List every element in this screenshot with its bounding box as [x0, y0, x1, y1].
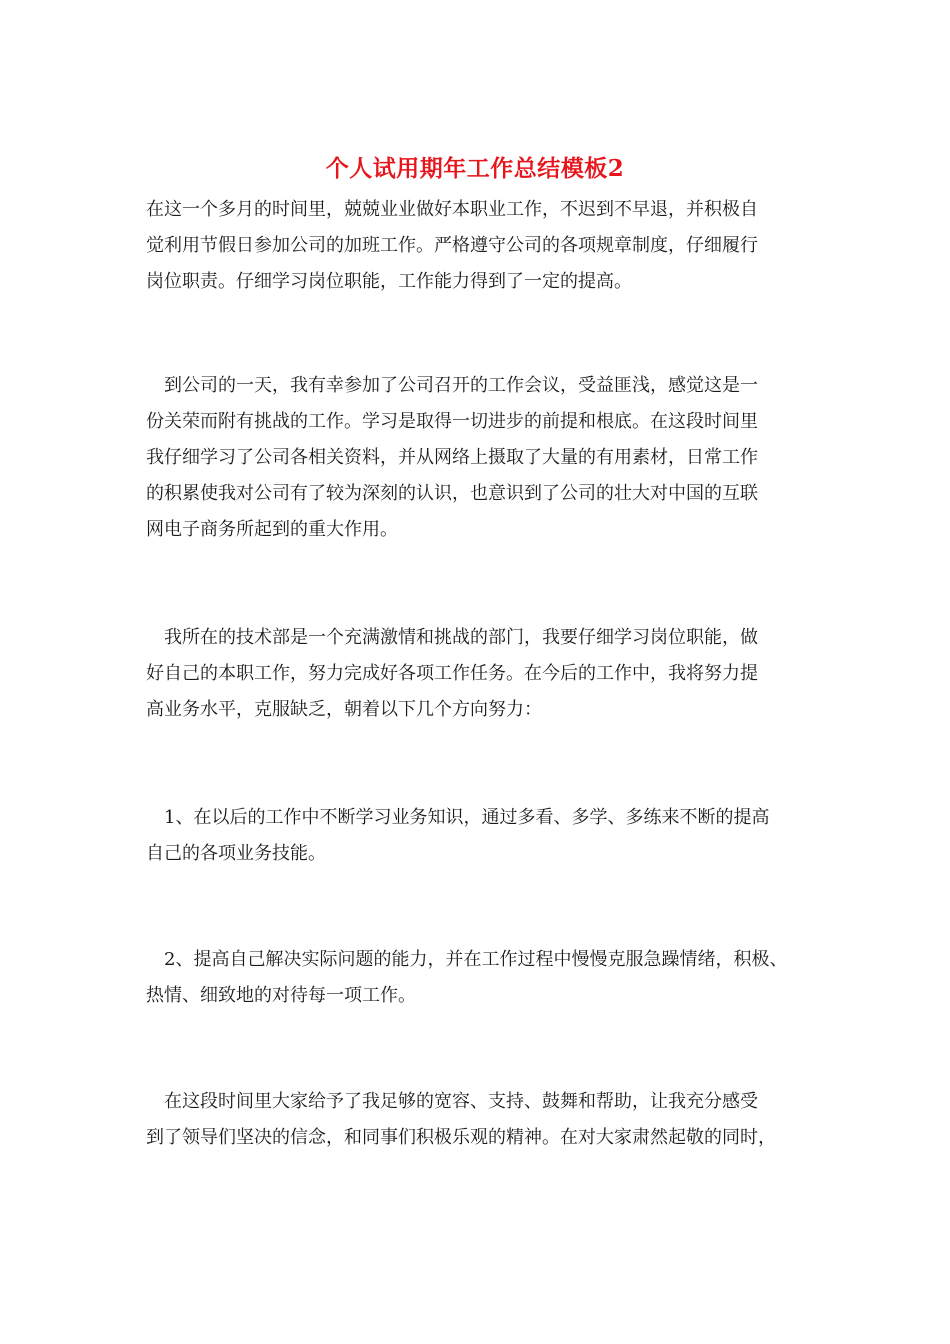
paragraph-line: 好自己的本职工作，努力完成好各项工作任务。在今后的工作中，我将努力提	[146, 663, 758, 684]
paragraph-line: 我所在的技术部是一个充满激情和挑战的部门，我要仔细学习岗位职能，做	[164, 627, 758, 648]
paragraph-line: 1、在以后的工作中不断学习业务知识，通过多看、多学、多练来不断的提高	[164, 807, 770, 828]
paragraph-line: 2、提高自己解决实际问题的能力，并在工作过程中慢慢克服急躁情绪，积极、	[164, 949, 788, 970]
paragraph-line: 份关荣而附有挑战的工作。学习是取得一切进步的前提和根底。在这段时间里	[146, 411, 758, 432]
paragraph-line: 到了领导们坚决的信念，和同事们积极乐观的精神。在对大家肃然起敬的同时，	[146, 1127, 776, 1148]
paragraph-line: 我仔细学习了公司各相关资料，并从网络上摄取了大量的有用素材，日常工作	[146, 447, 758, 468]
document-title: 个人试用期年工作总结模板2	[325, 155, 625, 182]
paragraph-line: 在这一个多月的时间里，兢兢业业做好本职业工作，不迟到不早退，并积极自	[146, 199, 758, 220]
paragraph-line: 在这段时间里大家给予了我足够的宽容、支持、鼓舞和帮助，让我充分感受	[164, 1091, 758, 1112]
paragraph-line: 到公司的一天，我有幸参加了公司召开的工作会议，受益匪浅，感觉这是一	[164, 375, 758, 396]
paragraph-line: 自己的各项业务技能。	[146, 843, 326, 864]
paragraph-line: 网电子商务所起到的重大作用。	[146, 519, 398, 540]
paragraph-line: 热情、细致地的对待每一项工作。	[146, 985, 416, 1006]
paragraph-line: 的积累使我对公司有了较为深刻的认识，也意识到了公司的壮大对中国的互联	[146, 483, 758, 504]
paragraph-line: 岗位职责。仔细学习岗位职能，工作能力得到了一定的提高。	[146, 271, 632, 292]
paragraph-line: 高业务水平，克服缺乏，朝着以下几个方向努力：	[146, 699, 542, 720]
paragraph-line: 觉利用节假日参加公司的加班工作。严格遵守公司的各项规章制度，仔细履行	[146, 235, 758, 256]
